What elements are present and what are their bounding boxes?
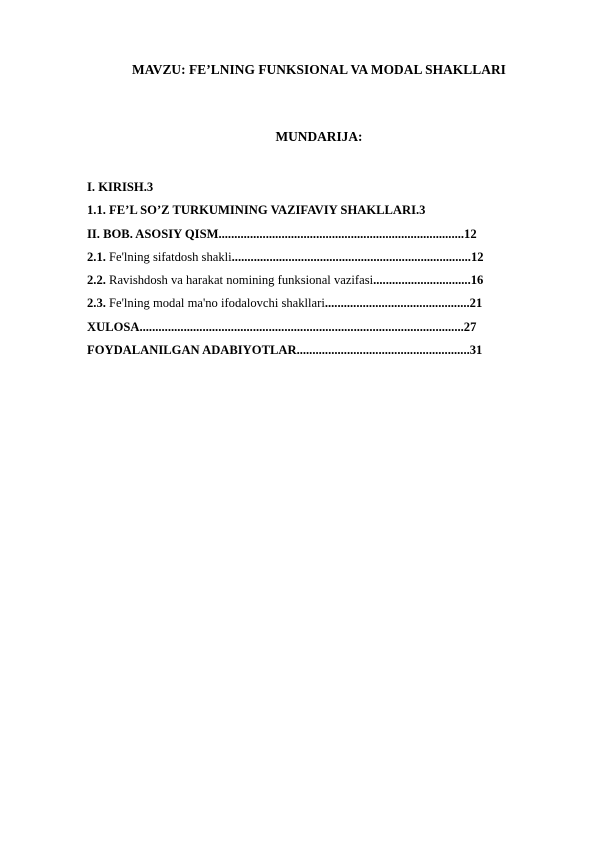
toc-entry-text: XULOSA — [87, 319, 140, 334]
toc-entry-text: Fe'lning modal ma'no ifodalovchi shakllari — [105, 296, 325, 311]
toc-entry-number: 2.2. — [87, 273, 106, 288]
toc-entry-text: I. KIRISH — [87, 180, 144, 194]
toc-leader-dots: ....................................................... — [296, 343, 470, 358]
toc-entry-text: Ravishdosh va harakat nomining funksional vazifasi — [105, 273, 374, 288]
toc-leader-dots: ............................... — [373, 273, 471, 288]
toc-entry-asosiy-qism[interactable] — [87, 223, 527, 246]
toc-page-number: 27 — [463, 319, 477, 334]
toc-entry-text: Fe'lning sifatdosh shakli — [105, 249, 232, 264]
toc-entry-ravishdosh[interactable] — [87, 269, 527, 292]
toc-leader-dots: .............................................................................. — [218, 226, 465, 241]
toc-leader-dots: ....................................................................................................... — [139, 319, 464, 334]
toc-entry-number: 2.1. — [87, 249, 106, 264]
toc-entry-number: 2.3. — [87, 296, 106, 311]
toc-leader-dots: . — [416, 203, 420, 218]
toc-entry-vazifaviy-shakllari[interactable] — [87, 199, 527, 222]
toc-page-number: 31 — [469, 343, 483, 358]
table-of-contents — [87, 176, 527, 362]
toc-page-number: 16 — [470, 273, 484, 288]
contents-heading: MUNDARIJA: — [275, 129, 363, 144]
toc-entry-adabiyotlar[interactable] — [87, 339, 527, 362]
toc-entry-text: FOYDALANILGAN ADABIYOTLAR — [87, 343, 297, 358]
toc-leader-dots: ............................................................................ — [231, 249, 471, 264]
toc-leader-dots: .............................................. — [324, 296, 470, 311]
toc-page-number: 21 — [469, 296, 483, 311]
toc-page-number: 12 — [464, 226, 477, 241]
toc-page-number: 3 — [419, 203, 426, 218]
toc-entry-kirish[interactable] — [87, 176, 527, 199]
toc-entry-text: II. BOB. ASOSIY QISM — [87, 226, 219, 241]
toc-entry-text: 1.1. FE’L SO’Z TURKUMINING VAZIFAVIY SHAKLLARI — [87, 203, 417, 218]
toc-entry-sifatdosh[interactable] — [87, 246, 527, 269]
document-title: MAVZU: FE’LNING FUNKSIONAL VA MODAL SHAKLLARI — [132, 62, 506, 77]
toc-page-number: 12 — [470, 249, 484, 264]
toc-page-number: 3 — [146, 180, 154, 194]
toc-entry-xulosa[interactable] — [87, 316, 527, 339]
toc-entry-modal-shakllari[interactable] — [87, 292, 527, 315]
toc-leader-dots: . — [143, 180, 147, 194]
